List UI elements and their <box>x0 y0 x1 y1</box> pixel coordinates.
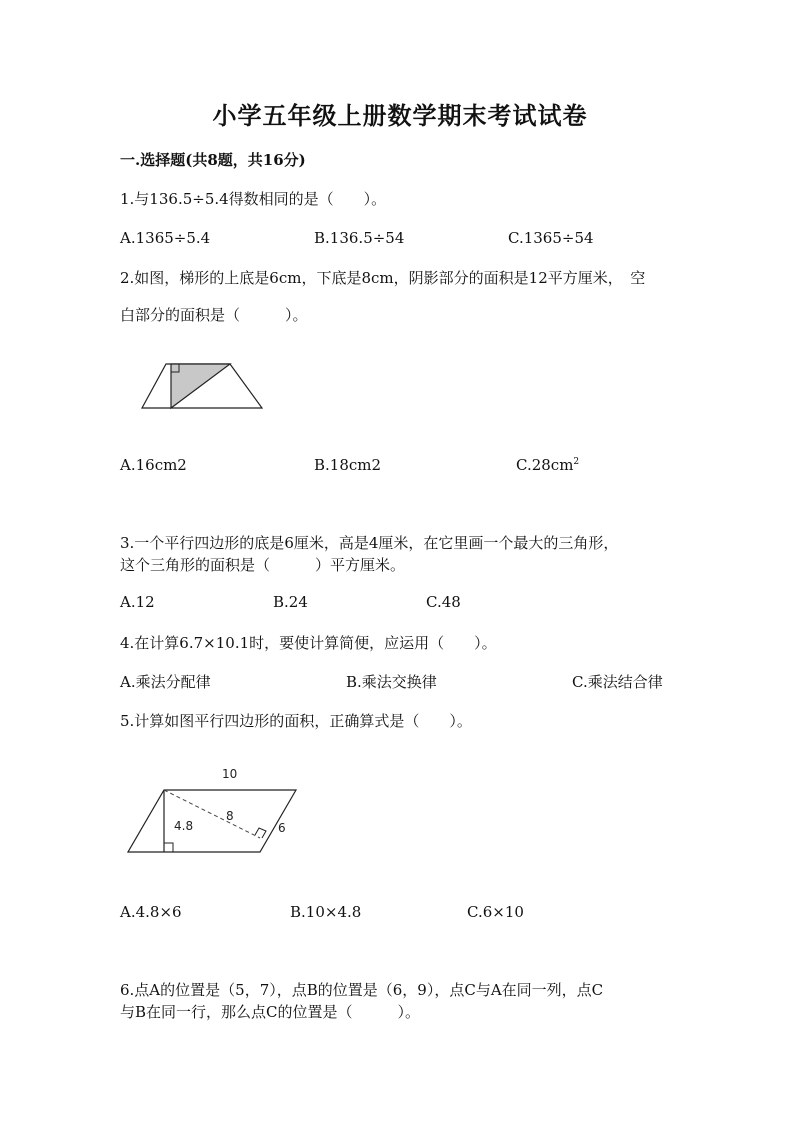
question-3-stem-line2: 这个三角形的面积是（ ）平方厘米。 <box>120 556 406 574</box>
label-side: 6 <box>278 821 286 835</box>
question-5-stem: 5.计算如图平行四边形的面积，正确算式是（ ）。 <box>120 712 472 730</box>
trapezoid-figure <box>138 360 268 412</box>
shaded-triangle <box>171 364 230 408</box>
right-angle-mark-side <box>255 828 266 838</box>
question-3-stem-line1: 3.一个平行四边形的底是6厘米，高是4厘米，在它里画一个最大的三角形， <box>120 534 619 552</box>
label-diagonal: 8 <box>226 809 234 823</box>
question-2-option-c <box>516 456 579 474</box>
page-title: 小学五年级上册数学期末考试试卷 <box>212 101 588 130</box>
question-1-option-b: B.136.5÷54 <box>314 229 405 247</box>
question-4-stem: 4.在计算6.7×10.1时，要使计算简便，应运用（ ）。 <box>120 634 497 652</box>
question-6-stem-line1: 6.点A的位置是（5，7），点B的位置是（6，9），点C与A在同一列，点C <box>120 981 604 999</box>
question-2-option-a: A.16cm2 <box>120 456 187 474</box>
question-2-stem-line2: 白部分的面积是（ ）。 <box>120 306 308 324</box>
question-4-option-c: C.乘法结合律 <box>572 673 663 691</box>
question-2-option-b: B.18cm2 <box>314 456 382 474</box>
label-height: 4.8 <box>174 819 194 833</box>
question-4-option-a: A.乘法分配律 <box>120 673 211 691</box>
question-5-option-c: C.6×10 <box>467 903 524 921</box>
label-base: 10 <box>222 767 238 781</box>
question-3-option-a: A.12 <box>120 593 155 611</box>
question-2-option-c-text: C.28cm <box>516 456 574 474</box>
question-4-option-b: B.乘法交换律 <box>346 673 437 691</box>
parallelogram-figure <box>120 760 310 860</box>
question-5-option-b: B.10×4.8 <box>290 903 362 921</box>
question-2-stem-line1: 2.如图，梯形的上底是6cm，下底是8cm，阴影部分的面积是12平方厘米， 空 <box>120 269 646 287</box>
right-angle-mark-bottom <box>164 843 173 852</box>
question-1-option-a: A.1365÷5.4 <box>120 229 211 247</box>
parallelogram-outline <box>128 790 296 852</box>
question-6-stem-line2: 与B在同一行，那么点C的位置是（ ）。 <box>120 1003 421 1021</box>
section-heading: 一.选择题(共8题，共16分) <box>120 151 306 169</box>
question-5-option-a: A.4.8×6 <box>120 903 182 921</box>
question-1-option-c: C.1365÷54 <box>508 229 594 247</box>
question-2-option-c-sup: 2 <box>573 457 580 467</box>
question-3-option-c: C.48 <box>426 593 461 611</box>
question-1-stem: 1.与136.5÷5.4得数相同的是（ ）。 <box>120 190 387 208</box>
question-3-option-b: B.24 <box>273 593 308 611</box>
